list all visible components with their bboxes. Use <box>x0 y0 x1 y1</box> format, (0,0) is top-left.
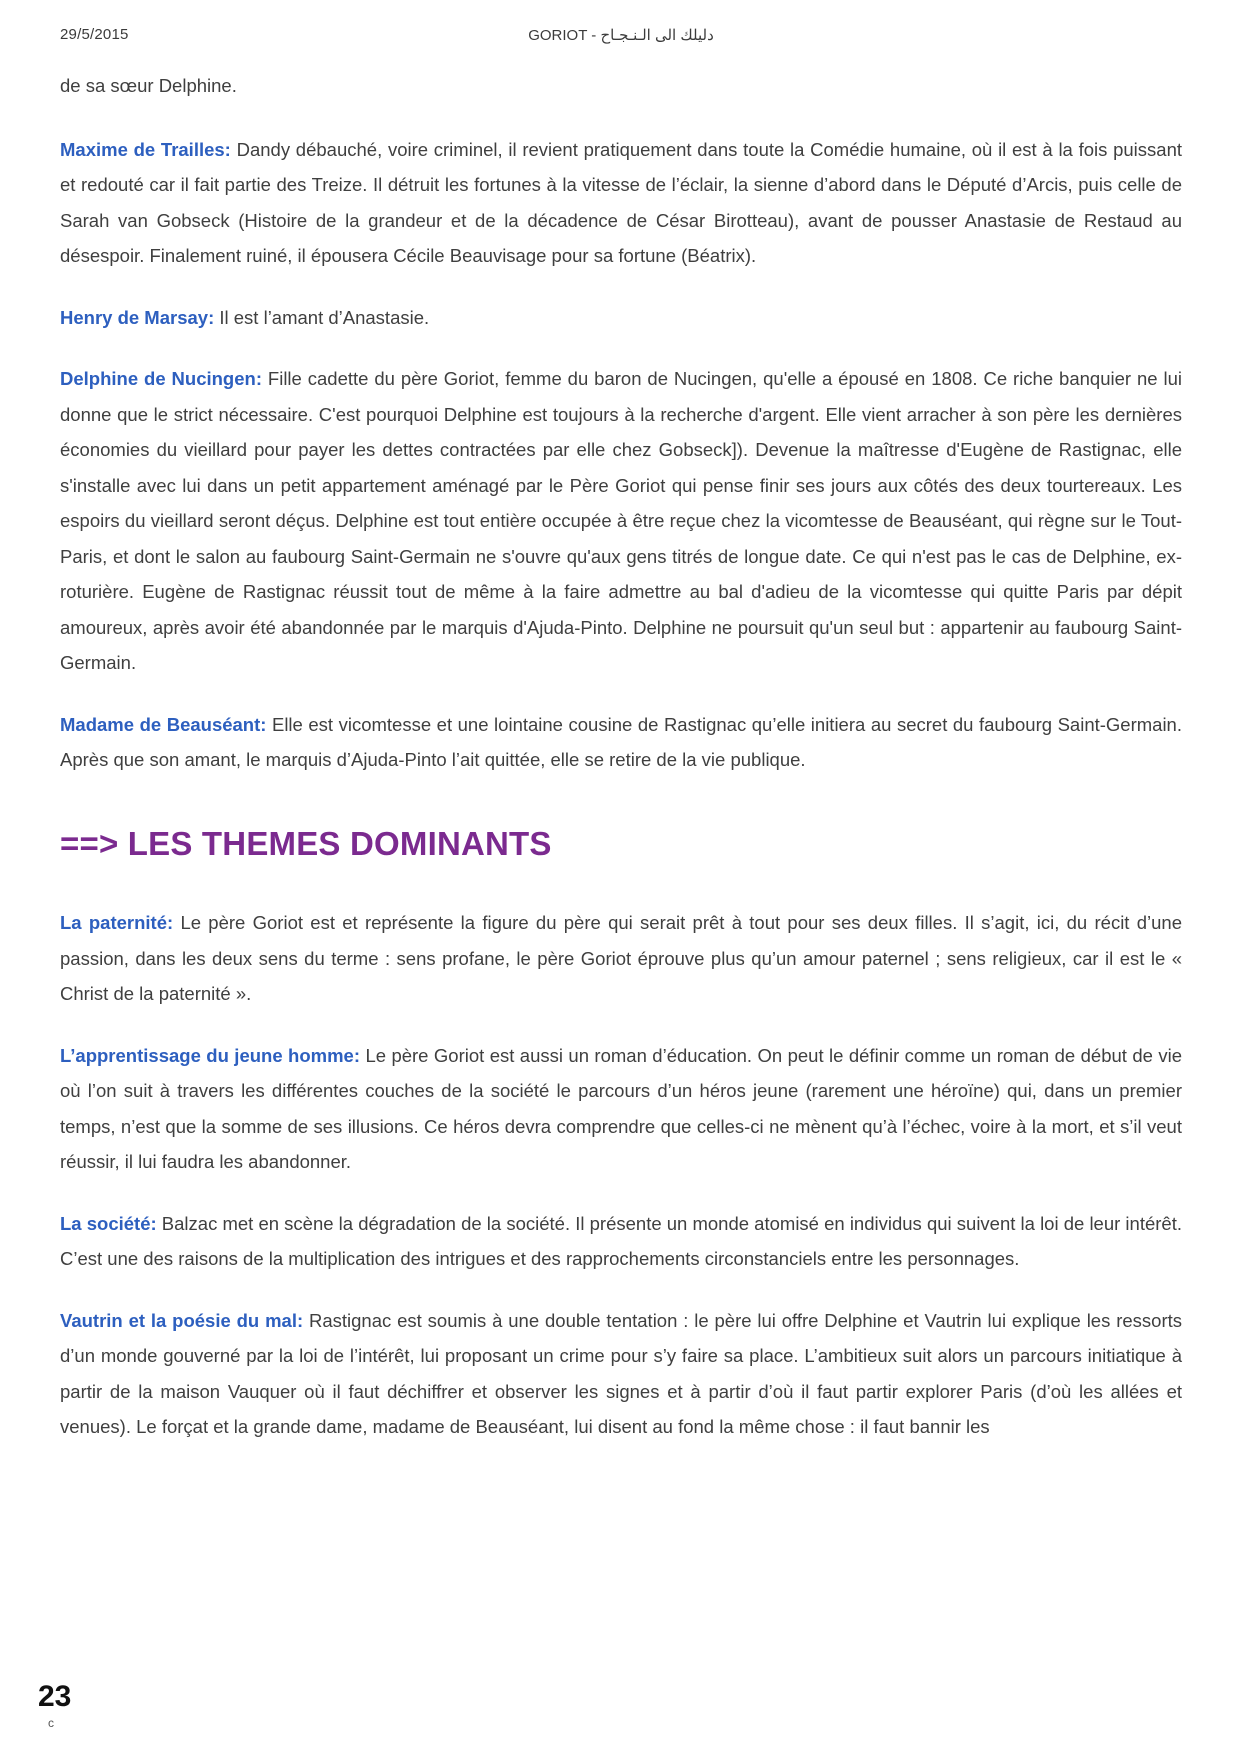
paragraph-lead: Vautrin et la poésie du mal: <box>60 1309 304 1331</box>
paragraph-text: Il est l’amant d’Anastasie. <box>214 306 430 328</box>
paragraph-apprentissage-jeune-homme <box>60 1038 1182 1180</box>
page-number: 23 <box>38 1680 72 1713</box>
paragraph-text: Fille cadette du père Goriot, femme du baron de Nucingen, qu'elle a épousé en 1808. Ce riche banquier ne lui donne que le strict nécessaire. C'est pourquoi Delphine est toujours à la recherche d'argent. Elle vient arracher à son père les dernières économies du vieillard pour payer les dettes contractées par elle chez Gobseck]). Devenue la maîtresse d'Eugène de Rastignac, elle s'installe avec lui dans un petit appartement aménagé par le Père Goriot qui pense finir ses jours aux côtés des deux tourtereaux. Les espoirs du vieillard seront déçus. Delphine est tout entière occupée à être reçue chez la vicomtesse de Beauséant, qui règne sur le Tout-Paris, et dont le salon au faubourg Saint-Germain ne s'ouvre qu'aux gens titrés de longue date. Ce qui n'est pas le cas de Delphine, ex-roturière. Eugène de Rastignac réussit tout de même à la faire admettre au bal d'adieu de la vicomtesse qui quitte Paris par dépit amoureux, après avoir été abandonnée par le marquis d'Ajuda-Pinto. Delphine ne poursuit qu'un seul but : appartenir au faubourg Saint-Germain. <box>60 368 1182 674</box>
header-title-latin: GORIOT - <box>528 27 597 44</box>
header-date: 29/5/2015 <box>60 26 129 43</box>
paragraph-la-paternite <box>60 905 1182 1012</box>
page-header <box>60 26 1182 52</box>
paragraph-delphine-de-nucingen <box>60 361 1182 681</box>
footer-mark: c <box>48 1716 54 1730</box>
paragraph-text: Dandy débauché, voire criminel, il revient pratiquement dans toute la Comédie humaine, où il est à la fois puissant et redouté car il fait partie des Treize. Il détruit les fortunes à la vitesse de l’éclair, la sienne d’abord dans le Député d’Arcis, puis celle de Sarah van Gobseck (Histoire de la grandeur et de la décadence de César Birotteau), avant de pousser Anastasie de Restaud au désespoir. Finalement ruiné, il épousera Cécile Beauvisage pour sa fortune (Béatrix). <box>60 138 1183 267</box>
paragraph-lead: Maxime de Trailles: <box>60 138 231 160</box>
page-content <box>60 52 1182 1445</box>
paragraph-text: Balzac met en scène la dégradation de la société. Il présente un monde atomisé en individus qui suivent la loi de leur intérêt. C’est une des raisons de la multiplication des intrigues et des rapprochements circonstanciels entre les personnages. <box>60 1212 1182 1270</box>
paragraph-lead: La société: <box>60 1212 157 1234</box>
section-heading-themes: ==> LES THEMES DOMINANTS <box>60 824 552 862</box>
paragraph-text: Rastignac est soumis à une double tentation : le père lui offre Delphine et Vautrin lui explique les ressorts d’un monde gouverné par la loi de l’intérêt, lui proposant un crime pour s’y faire sa place. L’ambitieux suit alors un parcours initiatique à partir de la maison Vauquer où il faut déchiffrer et observer les signes et à partir d’où il faut partir explorer Paris (d’où les allées et venues). Le forçat et la grande dame, madame de Beauséant, lui disent au fond la même chose : il faut bannir les <box>60 1309 1182 1438</box>
paragraph-lead: Delphine de Nucingen: <box>60 368 262 390</box>
paragraph-madame-de-beauseant <box>60 707 1182 778</box>
paragraph-lead: L’apprentissage du jeune homme: <box>60 1044 361 1066</box>
paragraph-la-societe <box>60 1206 1182 1277</box>
header-title-arabic: دليلك الى الـنـجـاح <box>600 27 714 44</box>
paragraph-text: Le père Goriot est aussi un roman d’éducation. On peut le définir comme un roman de début de vie où l’on suit à travers les différentes couches de la société le parcours d’un héros jeune (rarement une héroïne) qui, dans un premier temps, n’est que la somme de ses illusions. Ce héros devra comprendre que celles-ci ne mènent qu’à l’échec, voire à la mort, et s’il veut réussir, il lui faudra les abandonner. <box>60 1044 1182 1173</box>
paragraph-maxime-de-trailles <box>60 132 1182 274</box>
paragraph-lead: Madame de Beauséant: <box>60 713 267 735</box>
header-title <box>60 26 1182 44</box>
continuation-line: de sa sœur Delphine. <box>60 75 237 96</box>
paragraph-lead: Henry de Marsay: <box>60 306 215 328</box>
paragraph-text: Elle est vicomtesse et une lointaine cousine de Rastignac qu’elle initiera au secret du faubourg Saint-Germain. Après que son amant, le marquis d’Ajuda-Pinto l’ait quittée, elle se retire de la vie publique. <box>60 713 1182 771</box>
paragraph-vautrin-poesie-du-mal <box>60 1303 1182 1445</box>
paragraph-henry-de-marsay <box>60 300 1182 336</box>
paragraph-lead: La paternité: <box>60 912 174 934</box>
paragraph-text: Le père Goriot est et représente la figure du père qui serait prêt à tout pour ses deux filles. Il s’agit, ici, du récit d’une passion, dans les deux sens du terme : sens profane, le père Goriot éprouve plus qu’un amour paternel ; sens religieux, car il est le « Christ de la paternité ». <box>60 912 1182 1005</box>
